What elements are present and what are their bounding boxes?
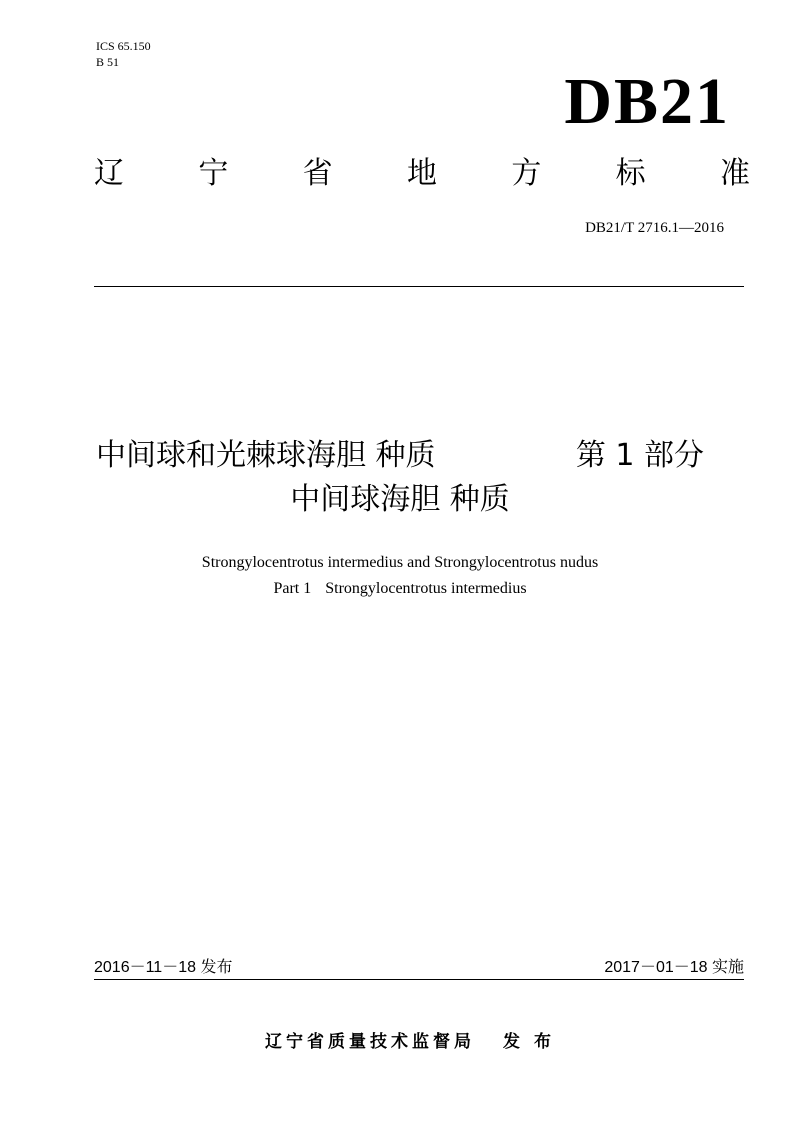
header-divider [94, 286, 744, 287]
english-title-part-label: Part 1 [273, 580, 312, 597]
chinese-title-part: 第 1 部分 [575, 438, 704, 473]
chinese-title-line-2: 中间球海胆 种质 [290, 482, 510, 517]
release-date: 2016－11－18 发布 [94, 959, 233, 976]
standard-type-char: 地 [406, 156, 437, 191]
standard-logo: DB21 [564, 65, 730, 138]
english-title-line-1: Strongylocentrotus intermedius and Strongylocentrotus nudus [201, 554, 599, 571]
standard-type-char: 标 [615, 156, 646, 191]
ics-block [96, 38, 151, 70]
standard-type-char: 方 [511, 156, 542, 191]
issuer-action: 发 布 [503, 1032, 555, 1052]
chinese-title [60, 434, 740, 522]
date-row [94, 958, 744, 978]
issuer-name: 辽宁省质量技术监督局 [265, 1032, 476, 1052]
issuer-line [200, 1030, 620, 1054]
implementation-date: 2017－01－18 实施 [604, 959, 744, 976]
english-title-part-name: Strongylocentrotus intermedius [325, 580, 527, 597]
chinese-title-main: 中间球和光棘球海胆 种质 [96, 438, 436, 473]
footer-divider [94, 979, 744, 980]
english-title-line-2 [100, 576, 700, 602]
standard-type-char: 准 [719, 156, 750, 191]
standard-type-heading [94, 154, 750, 194]
english-title [100, 550, 700, 602]
chinese-title-line-1 [60, 434, 740, 478]
standard-type-char: 宁 [198, 156, 229, 191]
standard-number: DB21/T 2716.1—2016 [585, 220, 724, 236]
classification-code: B 51 [96, 55, 120, 69]
ics-code: ICS 65.150 [96, 39, 151, 53]
standard-type-char: 辽 [94, 156, 124, 191]
standard-type-char: 省 [302, 156, 333, 191]
